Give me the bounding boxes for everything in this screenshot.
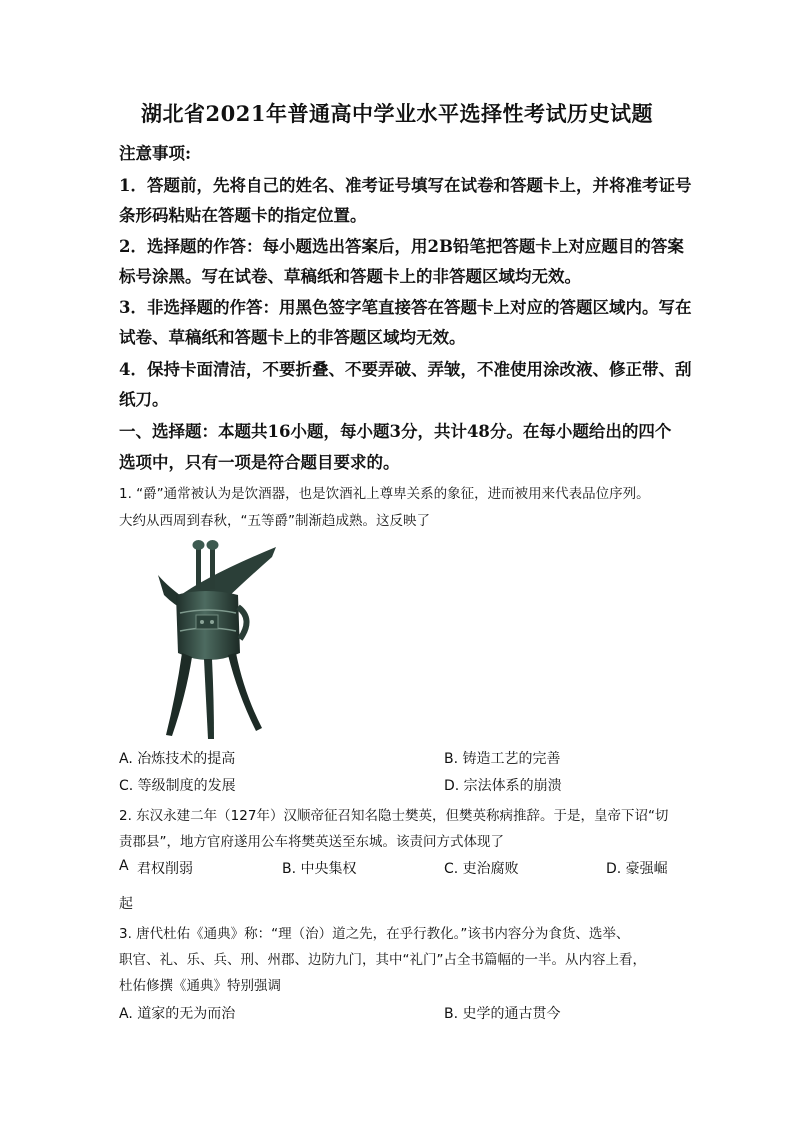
q2-option-d-continuation: 起 [119,896,133,912]
bronze-jue-vessel-image [158,535,280,740]
q1-option-b: B. 铸造工艺的完善 [444,751,561,767]
q3-option-a: A. 道家的无为而治 [119,1006,236,1022]
q2-option-a-letter: A [119,858,129,874]
notice-item-1-line-2: 条形码粘贴在答题卡的指定位置。 [119,206,367,225]
q1-option-d: D. 宗法体系的崩溃 [444,778,562,794]
section-heading-line-1: 一、选择题：本题共16小题，每小题3分，共计48分。在每小题给出的四个 [119,422,672,441]
section-heading-line-2: 选项中，只有一项是符合题目要求的。 [119,453,400,472]
q2-stem-line-1: 2. 东汉永建二年（127年）汉顺帝征召知名隐士樊英，但樊英称病推辞。于是，皇帝下诏“切 [119,808,669,824]
q2-stem-line-2: 责郡县”，地方官府遂用公车将樊英送至东城。该责问方式体现了 [119,834,504,850]
page-title: 湖北省2021年普通高中学业水平选择性考试历史试题 [141,101,653,126]
q1-option-c: C. 等级制度的发展 [119,778,236,794]
q2-option-a-text: 君权削弱 [137,861,193,877]
q3-stem-line-1: 3. 唐代杜佑《通典》称：“理（治）道之先，在乎行教化。”该书内容分为食货、选举、 [119,926,630,942]
notice-item-4-line-1: 4．保持卡面清洁，不要折叠、不要弄破、弄皱，不准使用涂改液、修正带、刮 [119,360,692,379]
q3-stem-line-3: 杜佑修撰《通典》特别强调 [119,978,281,994]
notice-item-4-line-2: 纸刀。 [119,390,169,409]
notice-item-2-line-2: 标号涂黑。写在试卷、草稿纸和答题卡上的非答题区域均无效。 [119,267,581,286]
notice-heading: 注意事项: [119,144,192,163]
q3-option-b: B. 史学的通古贯今 [444,1006,561,1022]
q2-option-b: B. 中央集权 [282,861,357,877]
q1-stem-line-2: 大约从西周到春秋，“五等爵”制渐趋成熟。这反映了 [119,513,430,529]
notice-item-3-line-2: 试卷、草稿纸和答题卡上的非答题区域均无效。 [119,328,466,347]
q2-option-d: D. 豪强崛 [606,861,668,877]
notice-item-3-line-1: 3．非选择题的作答：用黑色签字笔直接答在答题卡上对应的答题区域内。写在 [119,298,692,317]
q1-option-a: A. 冶炼技术的提高 [119,751,236,767]
notice-item-2-line-1: 2．选择题的作答：每小题选出答案后，用2B铅笔把答题卡上对应题目的答案 [119,237,684,256]
q3-stem-line-2: 职官、礼、乐、兵、刑、州郡、边防九门，其中“礼门”占全书篇幅的一半。从内容上看， [119,952,646,968]
notice-item-1-line-1: 1．答题前，先将自己的姓名、准考证号填写在试卷和答题卡上，并将准考证号 [119,176,692,195]
q2-option-c: C. 吏治腐败 [444,861,519,877]
q1-stem-line-1: 1. “爵”通常被认为是饮酒器，也是饮酒礼上尊卑关系的象征，进而被用来代表品位序列。 [119,486,650,502]
